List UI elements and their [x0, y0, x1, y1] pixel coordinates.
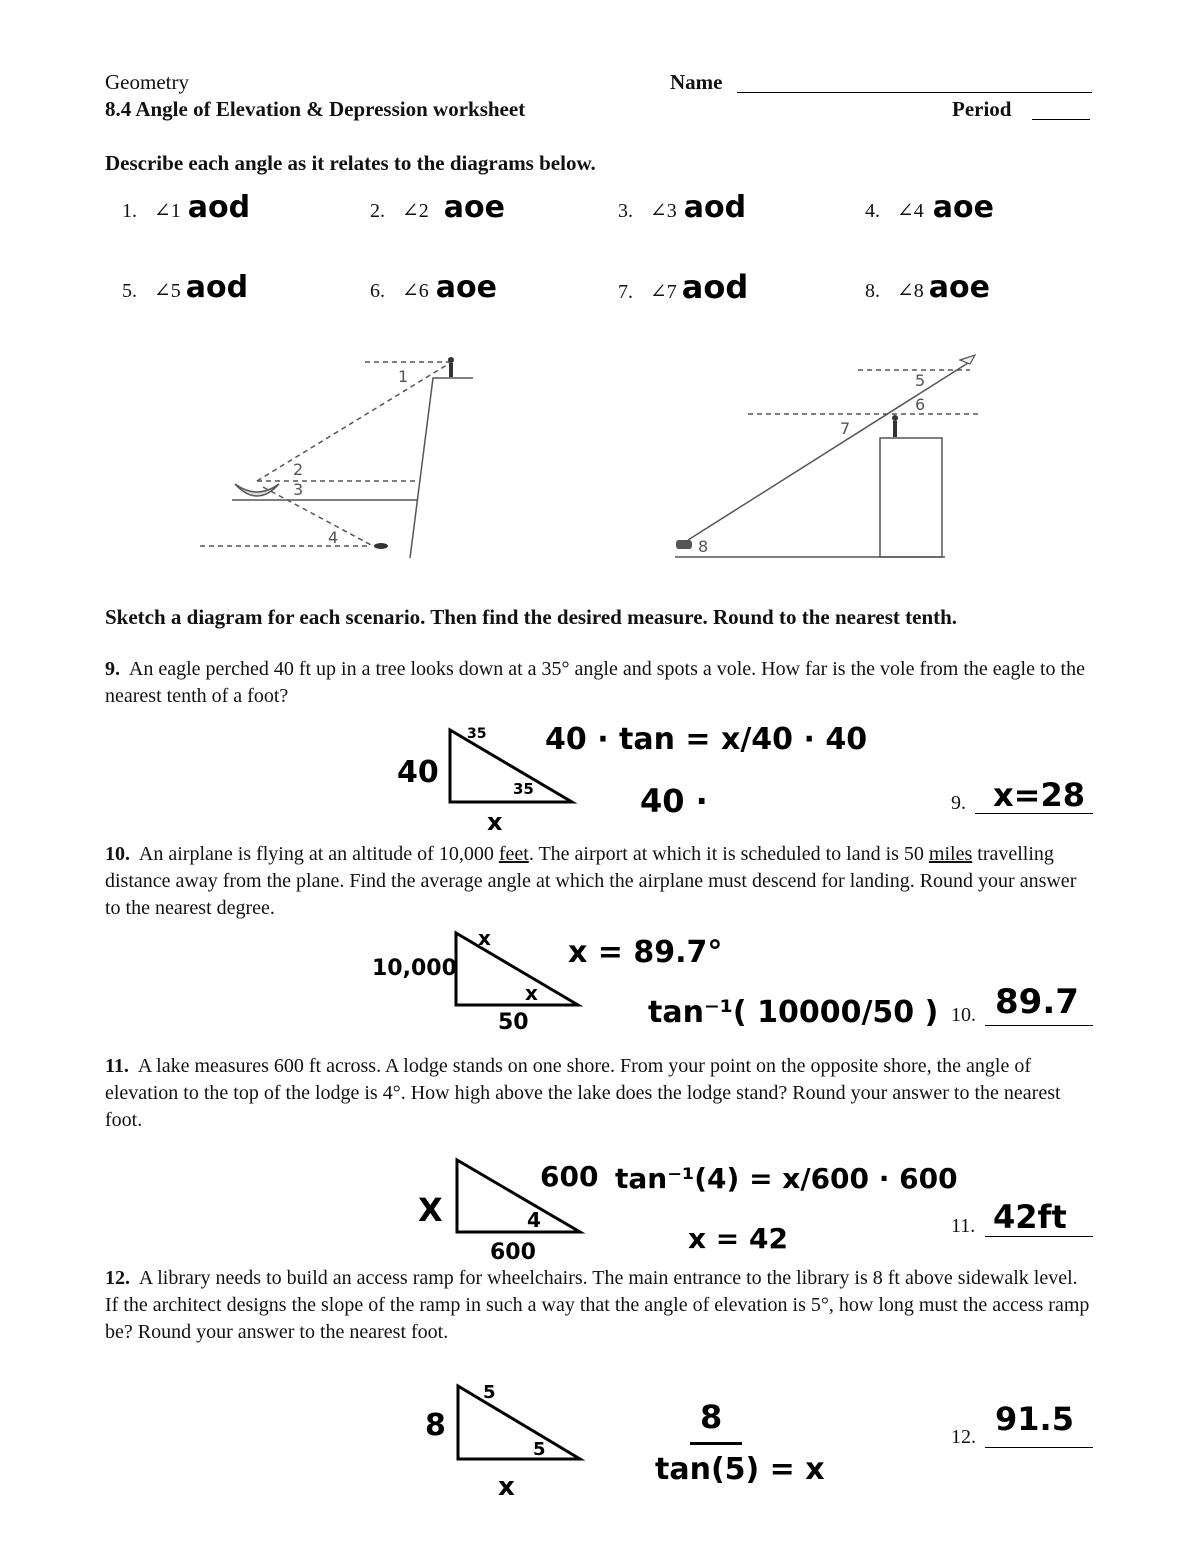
top-angle-label: 5 — [483, 1382, 496, 1403]
diagram-label-4: 4 — [328, 528, 339, 547]
work-line-1: 600 — [540, 1160, 599, 1193]
item-number: 7. — [618, 281, 633, 303]
side-label: 10,000 — [372, 956, 457, 981]
question-text: An airplane is flying at an altitude of 10,000 — [138, 843, 499, 865]
work-line-1: 40 · tan = x/40 · 40 — [545, 722, 868, 757]
person-icon — [892, 415, 898, 437]
cliff-diagram — [195, 350, 485, 565]
item-number: 1. — [122, 200, 137, 222]
angle-symbol: ∠7 — [650, 281, 677, 303]
handwritten-answer: aoe — [932, 190, 994, 225]
item-3 — [618, 190, 747, 225]
answer-label-12: 12. — [951, 1426, 976, 1448]
diagram-label-2: 2 — [293, 460, 304, 479]
item-number: 3. — [618, 200, 633, 222]
item-number: 5. — [122, 280, 137, 302]
work-line-1: 8 — [700, 1398, 723, 1436]
question-10 — [105, 841, 1095, 922]
angle-symbol: ∠6 — [402, 280, 429, 302]
bottom-angle-label: 5 — [533, 1439, 546, 1460]
question-number: 10. — [105, 843, 130, 865]
question-12 — [105, 1265, 1095, 1346]
item-number: 6. — [370, 280, 385, 302]
handwritten-answer: aod — [185, 270, 249, 305]
question-number: 9. — [105, 658, 120, 680]
triangle — [456, 933, 578, 1005]
diagram-label-1: 1 — [398, 367, 409, 386]
diagram-label-8: 8 — [698, 537, 709, 556]
period-field[interactable] — [1032, 99, 1090, 120]
answer-label-11: 11. — [951, 1215, 976, 1237]
handwritten-answer: x=28 — [993, 776, 1085, 814]
handwritten-answer: 42ft — [993, 1198, 1067, 1236]
handwritten-answer: aod — [683, 190, 747, 225]
answer-label-10: 10. — [951, 1004, 976, 1026]
item-number: 4. — [865, 200, 880, 222]
bottom-angle-label: x — [525, 981, 538, 1005]
triangle — [458, 1386, 580, 1459]
sight-line-up — [257, 363, 450, 481]
handwritten-answer: aod — [187, 190, 251, 225]
question-text: An eagle perched 40 ft up in a tree looks down at a 35° angle and spots a vole. How far is the vole from the eagle to the nearest tenth of a foot? — [105, 658, 1085, 707]
worksheet-title: 8.4 Angle of Elevation & Depression worksheet — [105, 97, 526, 121]
top-angle-label: x — [478, 926, 491, 950]
side-label: X — [418, 1191, 443, 1229]
bottom-label: 50 — [498, 1010, 529, 1035]
question-text: travelling distance away from the plane. Find the average angle at which the airplane must descend for landing. Round your answer to the nearest degree. — [105, 843, 1077, 919]
course-title: Geometry — [105, 70, 189, 94]
bottom-angle-label: 4 — [527, 1208, 541, 1232]
question-text: A library needs to build an access ramp for wheelchairs. The main entrance to the library is 8 ft above sidewalk level. If the architect designs the slope of the ramp in such a way that the angle of elevation is 5°, how long must the access ramp be? Round your answer to the nearest foot. — [105, 1267, 1090, 1343]
airplane-icon — [960, 355, 975, 364]
answer-label-9: 9. — [951, 792, 966, 814]
item-number: 2. — [370, 200, 385, 222]
building — [880, 438, 942, 557]
item-1 — [122, 190, 251, 225]
item-number: 8. — [865, 280, 880, 302]
angle-symbol: ∠1 — [154, 200, 181, 222]
question-number: 12. — [105, 1267, 130, 1289]
item-2 — [370, 190, 505, 225]
top-angle-label: 35 — [467, 726, 487, 742]
handwritten-answer: 91.5 — [995, 1400, 1074, 1438]
name-label: Name — [670, 70, 723, 94]
question-9 — [105, 656, 1095, 710]
building-diagram — [670, 350, 985, 565]
work-line-2: tan⁻¹(4) = x/600 · 600 — [615, 1162, 958, 1195]
question-11 — [105, 1053, 1095, 1134]
question-text: . The airport at which it is scheduled to land is 50 — [528, 843, 929, 865]
item-6 — [370, 270, 497, 305]
angle-symbol: ∠5 — [154, 280, 181, 302]
item-4 — [865, 190, 994, 225]
sight-line — [688, 363, 968, 540]
bottom-label: 600 — [490, 1240, 536, 1265]
diagram-label-7: 7 — [840, 419, 851, 438]
work-line-3: x = 42 — [688, 1222, 788, 1255]
side-label: 8 — [425, 1408, 446, 1443]
work-line-1: x = 89.7° — [568, 935, 723, 970]
angle-symbol: ∠3 — [650, 200, 677, 222]
work-line-2: tan⁻¹( 10000/50 ) — [648, 995, 939, 1030]
handwritten-answer: aoe — [443, 190, 505, 225]
fraction-bar — [690, 1442, 742, 1445]
fish-icon — [374, 543, 388, 549]
diagram-label-5: 5 — [915, 371, 926, 390]
question-text-underlined: feet — [498, 843, 529, 865]
angle-symbol: ∠4 — [897, 200, 924, 222]
section2-instruction: Sketch a diagram for each scenario. Then find the desired measure. Round to the nearest tenth. — [105, 605, 958, 629]
angle-symbol: ∠2 — [402, 200, 429, 222]
period-label: Period — [952, 97, 1012, 121]
sketch-12 — [415, 1378, 595, 1503]
car-icon — [676, 540, 692, 549]
item-7 — [618, 268, 749, 306]
section1-instruction: Describe each angle as it relates to the diagrams below. — [105, 151, 596, 175]
bottom-label: x — [498, 1472, 515, 1502]
sketch-10 — [370, 925, 590, 1035]
question-number: 11. — [105, 1055, 129, 1077]
name-field[interactable] — [737, 72, 1092, 93]
cliff-outline — [410, 378, 473, 558]
handwritten-answer: aoe — [928, 270, 990, 305]
handwritten-answer: 89.7 — [995, 982, 1079, 1022]
diagram-label-3: 3 — [293, 480, 304, 499]
bottom-label: x — [487, 808, 503, 836]
handwritten-answer: aoe — [435, 270, 497, 305]
side-label: 40 — [397, 755, 439, 790]
person-icon — [448, 357, 454, 377]
boat-icon — [235, 484, 279, 496]
diagram-label-6: 6 — [915, 395, 926, 414]
bottom-angle-label: 35 — [513, 780, 534, 798]
item-8 — [865, 270, 990, 305]
angle-symbol: ∠8 — [897, 280, 924, 302]
question-text: A lake measures 600 ft across. A lodge stands on one shore. From your point on the opposite shore, the angle of elevation to the top of the lodge is 4°. How high above the lake does the lodge stand? Round your answer to the nearest foot. — [105, 1055, 1061, 1131]
work-line-2: 40 · — [640, 782, 708, 820]
handwritten-answer: aod — [681, 268, 749, 306]
item-5 — [122, 270, 249, 305]
sight-line-down — [263, 487, 373, 546]
question-text-underlined: miles — [928, 843, 973, 865]
work-line-2: tan(5) = x — [655, 1452, 825, 1487]
